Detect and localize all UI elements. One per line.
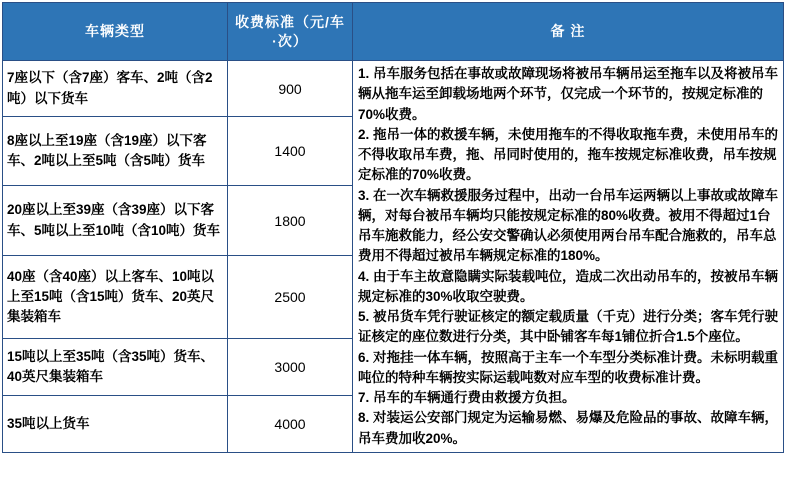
cell-vehicle-type: 7座以下（含7座）客车、2吨（含2吨）以下货车 (3, 61, 228, 117)
table-header (3, 3, 784, 61)
table-row (3, 61, 784, 117)
cell-remarks (353, 61, 784, 453)
remarks-list (358, 64, 779, 449)
cell-vehicle-type: 40座（含40座）以上客车、10吨以上至15吨（含15吨）货车、20英尺集装箱车 (3, 255, 228, 339)
cell-fee: 3000 (228, 339, 353, 395)
cell-vehicle-type: 15吨以上至35吨（含35吨）货车、40英尺集装箱车 (3, 339, 228, 395)
cell-vehicle-type: 35吨以上货车 (3, 395, 228, 452)
remark-item: 5. 被吊货车凭行驶证核定的额定载质量（千克）进行分类；客车凭行驶证核定的座位数进行分类，其中卧铺客车每1铺位折合1.5个座位。 (358, 309, 779, 345)
cell-vehicle-type: 8座以上至19座（含19座）以下客车、2吨以上至5吨（含5吨）货车 (3, 117, 228, 186)
cell-vehicle-type: 20座以上至39座（含39座）以下客车、5吨以上至10吨（含10吨）货车 (3, 186, 228, 255)
remark-item: 8. 对装运公安部门规定为运输易燃、易爆及危险品的事故、故障车辆，吊车费加收20%。 (358, 410, 779, 446)
fee-standard-sheet (0, 2, 785, 502)
cell-fee: 4000 (228, 395, 353, 452)
cell-fee: 900 (228, 61, 353, 117)
fee-standard-table (2, 2, 784, 453)
remark-item: 6. 对拖挂一体车辆，按照高于主车一个车型分类标准计费。未标明载重吨位的特种车辆按实际运载吨数对应车型的收费标准计费。 (358, 349, 779, 385)
cell-fee: 1800 (228, 186, 353, 255)
table-body (3, 61, 784, 453)
column-header-vehicle-type: 车辆类型 (3, 3, 228, 61)
remark-item: 2. 拖吊一体的救援车辆，未使用拖车的不得收取拖车费，未使用吊车的不得收取吊车费，拖、吊同时使用的，拖车按规定标准收费，吊车按规定标准的70%收费。 (358, 126, 779, 183)
remark-item: 7. 吊车的车辆通行费由救援方负担。 (358, 390, 576, 405)
remark-item: 4. 由于车主故意隐瞒实际装载吨位，造成二次出动吊车的，按被吊车辆规定标准的30%收取空驶费。 (358, 268, 779, 304)
column-header-fee-standard: 收费标准（元/车·次） (228, 3, 353, 61)
remark-item: 3. 在一次车辆救援服务过程中，出动一台吊车运两辆以上事故或故障车辆，对每台被吊车辆均只能按规定标准的80%收费。被用不得超过1台吊车施救能力，经公安交警确认必须使用两台吊车配合施救的，吊车总费用不得超过被吊车辆规定标准的180%。 (358, 187, 779, 264)
remark-item: 1. 吊车服务包括在事故或故障现场将被吊车辆吊运至拖车以及将被吊车辆从拖车运至卸载场地两个环节，仅完成一个环节的，按规定标准的70%收费。 (358, 66, 779, 122)
table-header-row (3, 3, 784, 61)
column-header-remarks: 备 注 (353, 3, 784, 61)
cell-fee: 2500 (228, 255, 353, 339)
cell-fee: 1400 (228, 117, 353, 186)
